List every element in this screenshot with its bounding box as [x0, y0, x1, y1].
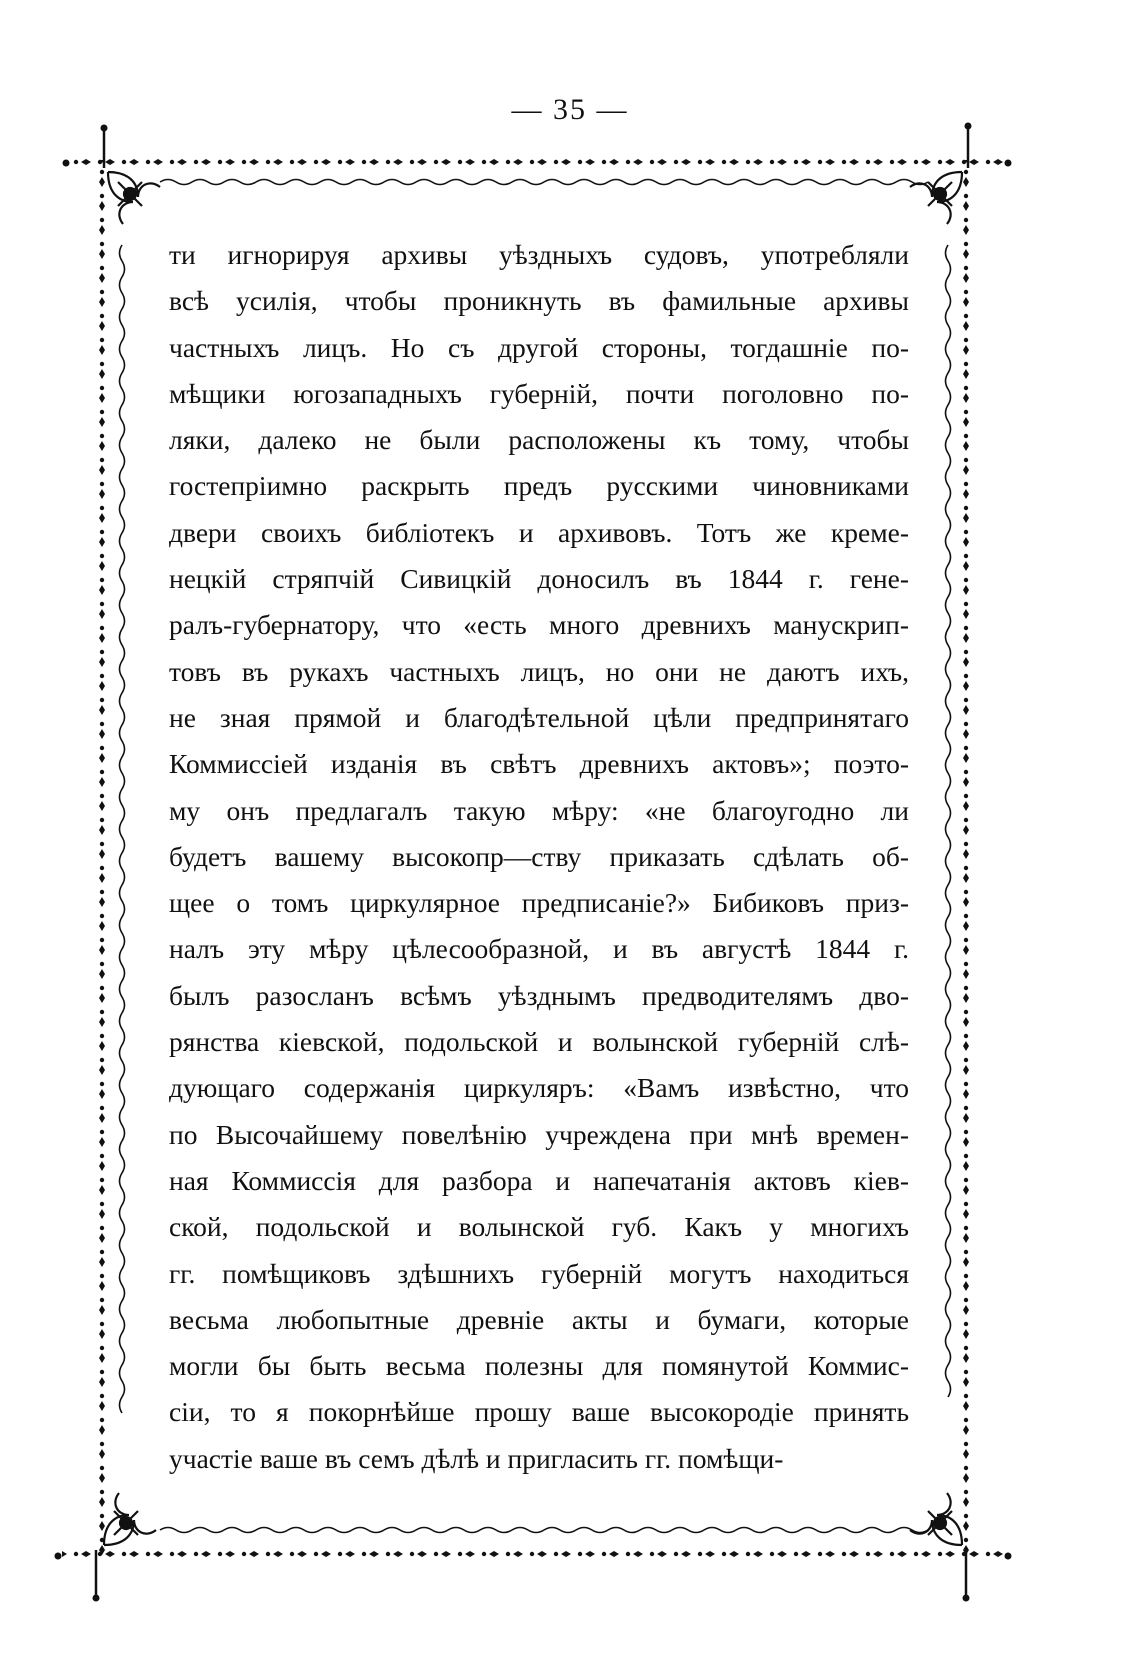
corner-ornament-top-left: [108, 172, 160, 224]
text-line: былъ разосланъ всѣмъ уѣзднымъ предводителямъ дво-: [169, 979, 909, 1011]
text-line: ляки, далеко не были расположены къ тому, чтобы: [169, 424, 909, 456]
text-line: гг. помѣщиковъ здѣшнихъ губерній могутъ находиться: [169, 1257, 909, 1289]
text-line: по Высочайшему повелѣнію учреждена при мнѣ времен-: [169, 1118, 909, 1150]
page-number: — 35 —: [511, 93, 629, 126]
text-line: щее о томъ циркулярное предписаніе?» Бибиковъ приз-: [169, 887, 909, 919]
text-line: гостепріимно раскрыть предъ русскими чиновниками: [169, 470, 909, 502]
text-line: могли бы быть весьма полезны для помянутой Коммис-: [169, 1350, 909, 1382]
text-line: участіе ваше въ семъ дѣлѣ и пригласить гг. помѣщи-: [169, 1442, 784, 1474]
corner-ornament-top-right: [910, 172, 962, 224]
text-line: ная Коммиссія для разбора и напечатанія актовъ кіев-: [169, 1164, 909, 1196]
text-line: сіи, то я покорнѣйше прошу ваше высокородіе принять: [169, 1396, 909, 1428]
text-line: будетъ вашему высокопр—ству приказать сдѣлать об-: [169, 840, 909, 872]
text-line: ралъ-губернатору, что «есть много древнихъ манускрип-: [169, 609, 909, 641]
body-text: [169, 232, 909, 1482]
corner-ornament-bottom-right: [910, 1493, 962, 1545]
text-line: частныхъ лицъ. Но съ другой стороны, тогдашніе по-: [169, 331, 909, 363]
text-line: ти игнорируя архивы уѣздныхъ судовъ, употребляли: [169, 239, 909, 270]
text-line: дующаго содержанія циркуляръ: «Вамъ извѣстно, что: [169, 1072, 909, 1104]
text-line: нецкій стряпчій Сивицкій доносилъ въ 1844 г. гене-: [169, 563, 909, 595]
text-line: Коммиссіей изданія въ свѣтъ древнихъ актовъ»; поэто-: [169, 748, 909, 780]
corner-ornament-bottom-left: [104, 1493, 156, 1545]
text-line: весьма любопытные древніе акты и бумаги, которые: [169, 1303, 909, 1335]
text-line: му онъ предлагалъ такую мѣру: «не благоугодно ли: [169, 794, 909, 826]
text-line: не зная прямой и благодѣтельной цѣли предпринятаго: [169, 701, 909, 733]
text-line: двери своихъ библіотекъ и архивовъ. Тотъ же креме-: [169, 516, 909, 548]
text-line: всѣ усилія, чтобы проникнуть въ фамильные архивы: [169, 285, 909, 317]
text-line: ской, подольской и волынской губ. Какъ у многихъ: [169, 1211, 909, 1243]
text-line: товъ въ рукахъ частныхъ лицъ, но они не даютъ ихъ,: [169, 655, 909, 687]
text-line: налъ эту мѣру цѣлесообразной, и въ августѣ 1844 г.: [169, 933, 909, 965]
text-line: мѣщики югозападныхъ губерній, почти поголовно по-: [169, 377, 909, 409]
text-line: рянства кіевской, подольской и волынской губерній слѣ-: [169, 1026, 909, 1058]
